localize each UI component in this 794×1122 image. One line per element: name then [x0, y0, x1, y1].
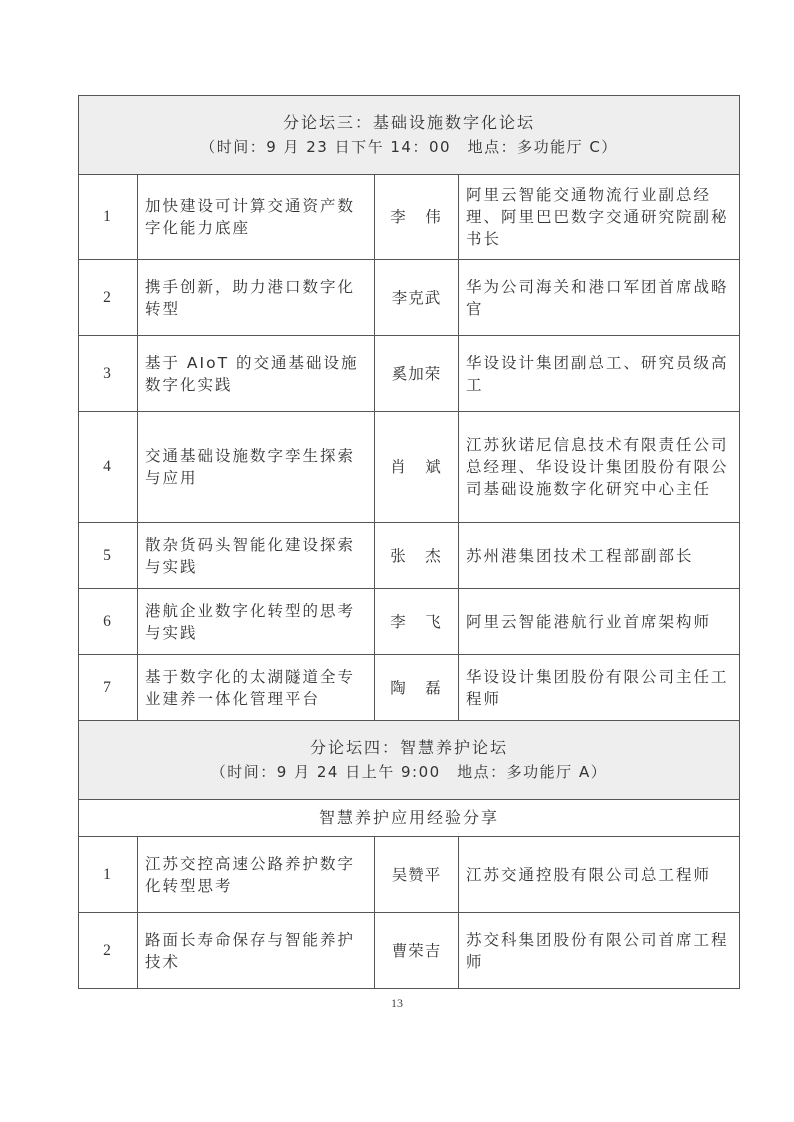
section-header-row [79, 800, 740, 837]
table-row [79, 655, 740, 721]
topic-cell: 基于数字化的太湖隧道全专业建养一体化管理平台 [138, 655, 375, 721]
organization-cell: 阿里云智能交通物流行业副总经理、阿里巴巴数字交通研究院副秘书长 [459, 175, 740, 260]
organization-cell: 苏州港集团技术工程部副部长 [459, 523, 740, 589]
table-row [79, 589, 740, 655]
row-number: 5 [79, 523, 138, 589]
table-row [79, 175, 740, 260]
section-header: 智慧养护应用经验分享 [79, 800, 740, 837]
speaker-cell: 张 杰 [375, 523, 459, 589]
topic-cell: 基于 AIoT 的交通基础设施数字化实践 [138, 336, 375, 412]
topic-cell: 路面长寿命保存与智能养护技术 [138, 913, 375, 989]
speaker-cell: 吴赞平 [375, 837, 459, 913]
table-row [79, 336, 740, 412]
forum4-header [79, 721, 740, 800]
table-row [79, 913, 740, 989]
topic-cell: 携手创新，助力港口数字化转型 [138, 260, 375, 336]
table-row [79, 260, 740, 336]
forum4-title: 分论坛四：智慧养护论坛 [309, 738, 508, 757]
speaker-cell: 李克武 [375, 260, 459, 336]
table-row [79, 412, 740, 523]
forum3-info: （时间：9 月 23 日下午 14：00 地点：多功能厅 C） [200, 138, 618, 156]
organization-cell: 华设设计集团副总工、研究员级高工 [459, 336, 740, 412]
table-row [79, 837, 740, 913]
topic-cell: 加快建设可计算交通资产数字化能力底座 [138, 175, 375, 260]
row-number: 2 [79, 913, 138, 989]
forum3-header-row [79, 96, 740, 175]
forum4-header-row [79, 721, 740, 800]
speaker-cell: 李 伟 [375, 175, 459, 260]
speaker-cell: 肖 斌 [375, 412, 459, 523]
page-number: 13 [391, 996, 403, 1010]
topic-cell: 散杂货码头智能化建设探索与实践 [138, 523, 375, 589]
organization-cell: 苏交科集团股份有限公司首席工程师 [459, 913, 740, 989]
forum4-info: （时间：9 月 24 日上午 9:00 地点：多功能厅 A） [210, 763, 608, 781]
topic-cell: 港航企业数字化转型的思考与实践 [138, 589, 375, 655]
row-number: 1 [79, 837, 138, 913]
forum3-header [79, 96, 740, 175]
speaker-cell: 李 飞 [375, 589, 459, 655]
speaker-cell: 陶 磊 [375, 655, 459, 721]
row-number: 4 [79, 412, 138, 523]
row-number: 2 [79, 260, 138, 336]
topic-cell: 交通基础设施数字孪生探索与应用 [138, 412, 375, 523]
row-number: 3 [79, 336, 138, 412]
row-number: 6 [79, 589, 138, 655]
organization-cell: 华为公司海关和港口军团首席战略官 [459, 260, 740, 336]
organization-cell: 华设设计集团股份有限公司主任工程师 [459, 655, 740, 721]
organization-cell: 江苏交通控股有限公司总工程师 [459, 837, 740, 913]
row-number: 1 [79, 175, 138, 260]
speaker-cell: 奚加荣 [375, 336, 459, 412]
topic-cell: 江苏交控高速公路养护数字化转型思考 [138, 837, 375, 913]
organization-cell: 阿里云智能港航行业首席架构师 [459, 589, 740, 655]
organization-cell: 江苏狄诺尼信息技术有限责任公司总经理、华设设计集团股份有限公司基础设施数字化研究中心主任 [459, 412, 740, 523]
speaker-cell: 曹荣吉 [375, 913, 459, 989]
table-row [79, 523, 740, 589]
forum-schedule-table [78, 95, 740, 989]
forum3-title: 分论坛三：基础设施数字化论坛 [282, 113, 535, 132]
row-number: 7 [79, 655, 138, 721]
